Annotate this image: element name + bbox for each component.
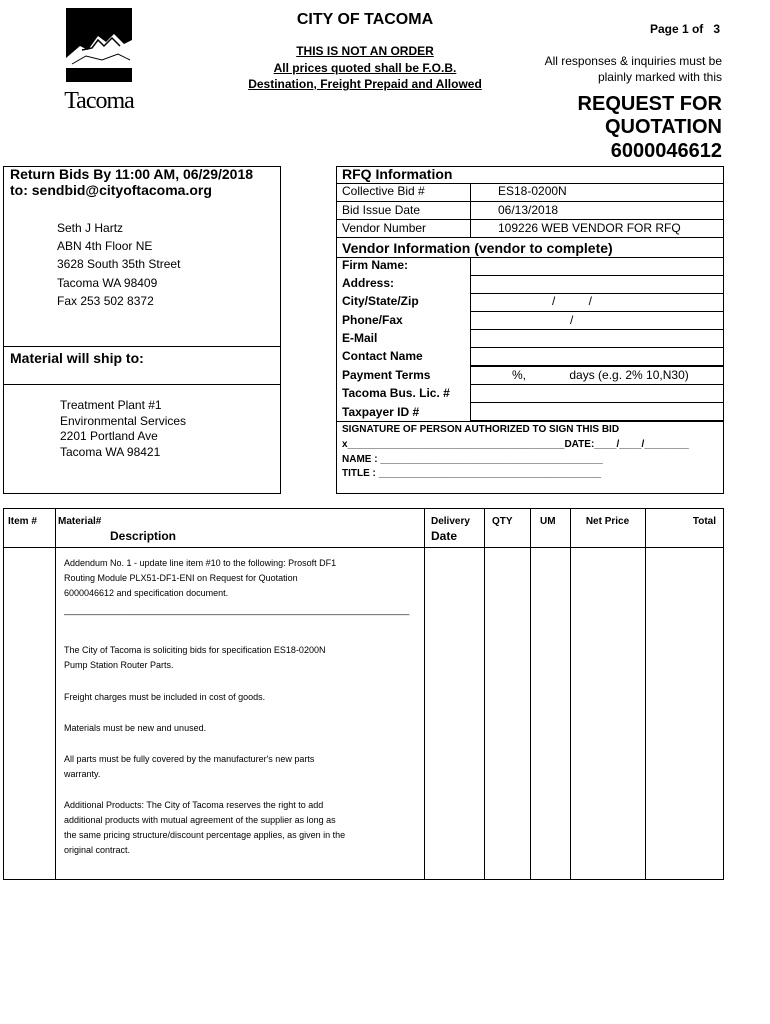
vendor-info-heading: Vendor Information (vendor to complete)	[342, 240, 613, 256]
freight-notice: Destination, Freight Prepaid and Allowed	[248, 77, 482, 91]
text-line: Routing Module PLX51-DF1-ENI on Request for Quotation	[64, 573, 298, 583]
text-line: warranty.	[64, 769, 101, 779]
rfq-value-vendor-number: 109226 WEB VENDOR FOR RFQ	[498, 221, 681, 235]
rfq-info-heading: RFQ Information	[342, 166, 453, 182]
return-bids-deadline: Return Bids By 11:00 AM, 06/29/2018	[10, 166, 254, 182]
responses-line-1: All responses & inquiries must be	[544, 54, 722, 68]
text-line: Pump Station Router Parts.	[64, 660, 174, 670]
ship-to-divider-top	[3, 346, 281, 347]
rfq-column-rule	[470, 183, 471, 237]
col-header-material: Material#	[58, 516, 102, 527]
buyer-office: ABN 4th Floor NE	[57, 239, 153, 254]
buyer-fax: Fax 253 502 8372	[57, 293, 154, 308]
description-para-new-materials: Materials must be new and unused.	[64, 723, 207, 733]
rfq-row-rule	[336, 201, 724, 202]
col-header-total: Total	[692, 516, 716, 527]
rfq-value-collective-bid: ES18-0200N	[498, 184, 567, 198]
vendor-label-bus-lic: Tacoma Bus. Lic. #	[342, 386, 450, 400]
col-header-date: Date	[431, 529, 458, 543]
bus-lic-field[interactable]	[470, 384, 724, 403]
vendor-label-firm-name: Firm Name:	[342, 258, 409, 272]
rfq-row-rule	[336, 219, 724, 220]
signature-line[interactable]: x_______________________________________DATE:____/____/________	[342, 439, 689, 450]
rfq-label-issue-date: Bid Issue Date	[342, 203, 421, 217]
items-col-rule	[424, 508, 425, 880]
description-separator: _____________________________________________________________________	[64, 605, 410, 615]
text-line: additional products with mutual agreement of the supplier as long as	[64, 815, 336, 825]
buyer-city: Tacoma WA 98409	[57, 275, 158, 290]
items-col-rule	[484, 508, 485, 880]
col-header-description: Description	[110, 529, 177, 543]
city-logo	[62, 6, 136, 112]
rfq-title-1: REQUEST FOR	[577, 93, 722, 115]
description-para-additional-products	[64, 798, 420, 858]
vendor-label-address: Address:	[342, 276, 395, 290]
mountain-logo-icon	[62, 6, 136, 84]
col-header-qty: QTY	[492, 516, 513, 527]
text-line: The City of Tacoma is soliciting bids for specification ES18-0200N	[64, 645, 326, 655]
vendor-label-phone-fax: Phone/Fax	[342, 313, 403, 327]
signature-heading: SIGNATURE OF PERSON AUTHORIZED TO SIGN THIS BID	[342, 424, 620, 435]
ship-to-heading: Material will ship to:	[10, 350, 144, 366]
not-an-order-notice: THIS IS NOT AN ORDER	[296, 44, 434, 58]
description-para-freight: Freight charges must be included in cost of goods.	[64, 692, 266, 702]
rfq-title-2: QUOTATION	[604, 116, 722, 138]
col-header-net-price: Net Price	[585, 516, 630, 527]
rfq-value-issue-date: 06/13/2018	[498, 203, 559, 217]
page-total: 3	[713, 22, 720, 36]
return-bids-email: to: sendbid@cityoftacoma.org	[10, 182, 212, 198]
page-label: Page 1 of	[649, 22, 704, 36]
fob-notice: All prices quoted shall be F.O.B.	[273, 61, 457, 75]
items-col-rule	[55, 508, 56, 880]
text-line: 6000046612 and specification document.	[64, 588, 229, 598]
rfq-row-rule	[336, 237, 724, 238]
page-indicator	[620, 22, 720, 36]
text-line: Additional Products: The City of Tacoma reserves the right to add	[64, 800, 324, 810]
city-state-zip-field[interactable]	[470, 293, 724, 312]
city-title: CITY OF TACOMA	[296, 11, 434, 28]
vendor-label-email: E-Mail	[342, 331, 378, 345]
signer-title-line[interactable]: TITLE : ________________________________________	[342, 468, 602, 479]
vendor-label-city-state-zip: City/State/Zip	[342, 294, 419, 308]
text-line: All parts must be fully covered by the manufacturer's new parts	[64, 754, 315, 764]
description-para-warranty	[64, 752, 420, 782]
text-line: original contract.	[64, 845, 131, 855]
ship-to-line: 2201 Portland Ave	[60, 429, 158, 444]
ship-to-line: Environmental Services	[60, 413, 187, 428]
buyer-street: 3628 South 35th Street	[57, 257, 181, 272]
phone-fax-field[interactable]	[470, 311, 724, 330]
ship-to-line: Treatment Plant #1	[60, 398, 162, 412]
ship-to-divider-bottom	[3, 384, 281, 385]
col-header-item: Item #	[8, 516, 37, 527]
rfq-label-collective-bid: Collective Bid #	[342, 184, 425, 198]
col-header-um: UM	[540, 516, 556, 527]
city-state-zip-separators: / /	[552, 294, 593, 308]
signer-name-line[interactable]: NAME : ________________________________________	[342, 454, 603, 465]
taxpayer-id-field[interactable]	[470, 402, 724, 421]
signature-rule	[336, 421, 724, 422]
phone-fax-separator: /	[570, 313, 574, 327]
description-para-addendum	[64, 556, 420, 601]
logo-wordmark: Tacoma	[64, 88, 134, 114]
buyer-name: Seth J Hartz	[57, 221, 124, 235]
rfq-number: 6000046612	[610, 140, 722, 162]
ship-to-address	[60, 398, 186, 460]
firm-name-field[interactable]	[470, 257, 724, 276]
contact-name-field[interactable]	[470, 347, 724, 366]
items-col-rule	[530, 508, 531, 880]
text-line: Addendum No. 1 - update line item #10 to the following: Prosoft DF1	[64, 558, 337, 568]
items-col-rule	[570, 508, 571, 880]
buyer-contact	[57, 219, 180, 310]
text-line: the same pricing structure/discount percentage applies, as given in the	[64, 830, 346, 840]
responses-line-2: plainly marked with this	[597, 70, 722, 84]
rfq-label-vendor-number: Vendor Number	[342, 221, 427, 235]
payment-terms-hint: %, days (e.g. 2% 10,N30)	[512, 368, 689, 382]
vendor-label-taxpayer-id: Taxpayer ID #	[342, 405, 420, 419]
ship-to-line: Tacoma WA 98421	[60, 444, 161, 459]
col-header-delivery: Delivery	[431, 516, 470, 527]
items-header-rule	[3, 547, 724, 548]
items-col-rule	[645, 508, 646, 880]
email-field[interactable]	[470, 329, 724, 348]
description-para-soliciting	[64, 643, 420, 673]
vendor-label-payment-terms: Payment Terms	[342, 368, 431, 382]
vendor-label-contact-name: Contact Name	[342, 349, 423, 363]
address-field[interactable]	[470, 275, 724, 294]
